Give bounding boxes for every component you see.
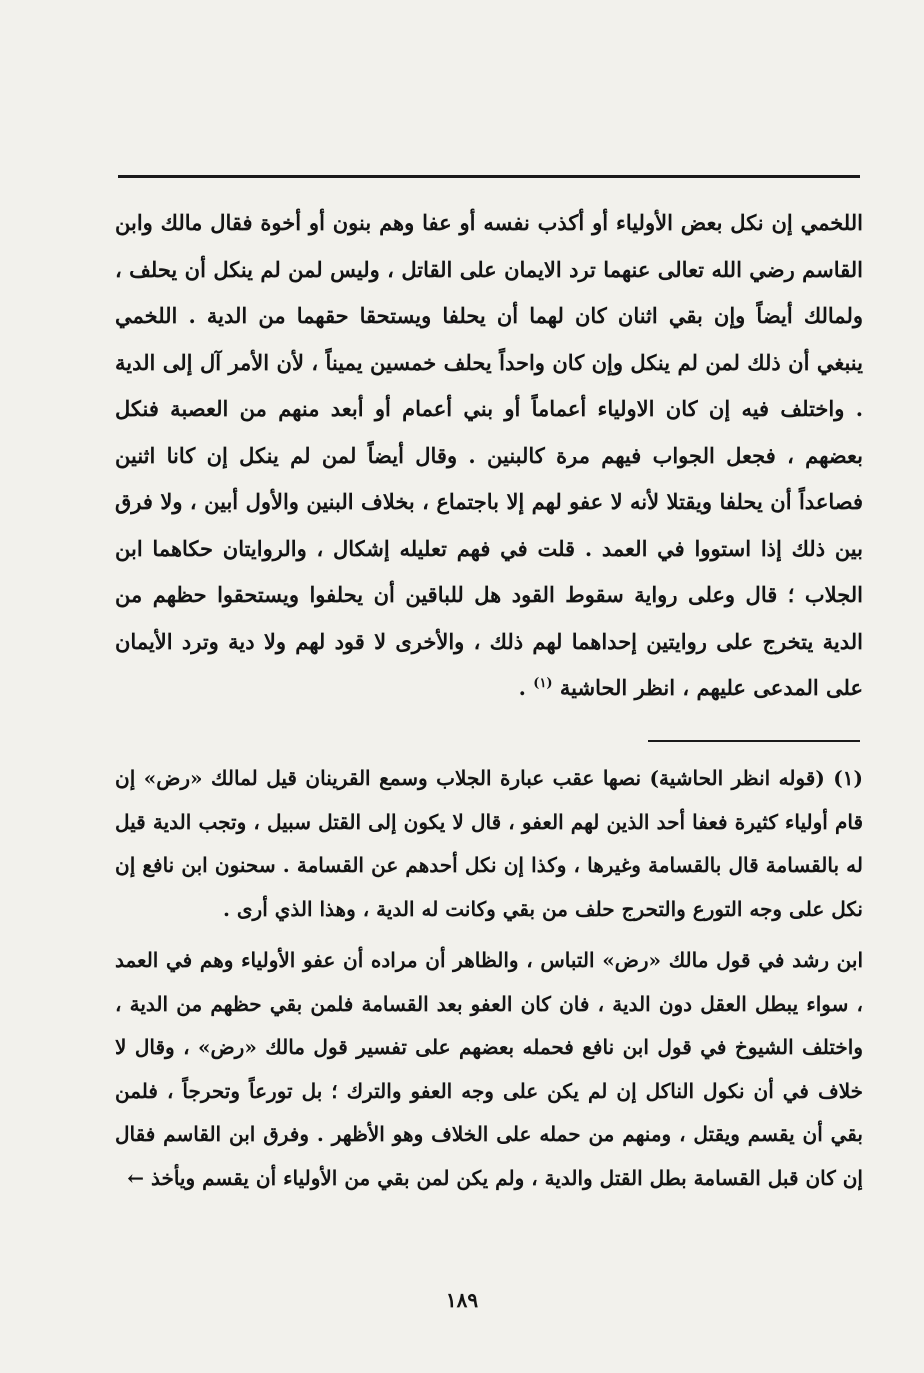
main-paragraph — [115, 200, 863, 712]
footnote-paragraph-1: (١) (قوله انظر الحاشية) نصها عقب عبارة الجلاب وسمع القرينان قيل لمالك «رض» إن قام أولياء كثيرة فعفا أحد الذين لهم العفو ، قال لا يكون إلى القتل سبيل ، وتجب الدية قيل له بالقسامة قال بالقسامة وغيرها ، وكذا إن نكل أحدهم عن القسامة . سحنون ابن نافع إن نكل على وجه التورع والتحرج حلف من بقي وكانت له الدية ، وهذا الذي أرى . — [115, 766, 863, 921]
main-end: . — [518, 675, 534, 700]
main-text — [115, 200, 863, 712]
main-body: اللخمي إن نكل بعض الأولياء أو أكذب نفسه أو عفا وهم بنون أو أخوة فقال مالك وابن القاسم رضي الله تعالى عنهما ترد الايمان على القاتل ، وليس لمن لم ينكل أن يحلف ، ولمالك أيضاً وإن بقي اثنان كان لهما أن يحلفا ويستحقا حقهما من الدية . اللخمي ينبغي أن ذلك لمن لم ينكل وإن كان واحداً يحلف خمسين يميناً ، لأن الأمر آل إلى الدية . واختلف فيه إن كان الاولياء أعماماً أو بني أعمام أو أبعد منهم من العصبة فنكل بعضهم ، فجعل الجواب فيهم مرة كالبنين . وقال أيضاً لمن لم ينكل إن كانا اثنين فصاعداً أن يحلفا ويقتلا لأنه لا عفو لهم إلا باجتماع ، بخلاف البنين والأول أبين ، ولا فرق بين ذلك إذا استووا في العمد . قلت في فهم تعليله إشكال ، والروايتان حكاهما ابن الجلاب ؛ قال وعلى رواية سقوط القود هل للباقين أن يحلفوا ويستحقوا حظهم من الدية يتخرج على روايتين إحداهما لهم ذلك ، والأخرى لا قود لهم ولا دية وترد الأيمان على المدعى عليهم ، انظر الحاشية — [115, 210, 863, 700]
top-rule — [118, 175, 860, 178]
footnote-rule — [648, 740, 860, 742]
footnote — [115, 757, 863, 1200]
page-number: ١٨٩ — [445, 1288, 479, 1312]
footnote-reference: (١) — [533, 676, 553, 691]
footnote-paragraph-2: ابن رشد في قول مالك «رض» التباس ، والظاهر أن مراده أن عفو الأولياء وهم في العمد ، سواء يبطل العقل دون الدية ، فان كان العفو بعد القسامة فلمن بقي حظهم من الدية ، واختلف الشيوخ في قول ابن نافع فحمله بعضهم على تفسير قول مالك «رض» ، وقال لا خلاف في أن نكول الناكل إن لم يكن على وجه العفو والترك ؛ بل تورعاً وتحرجاً ، فلمن بقي أن يقسم ويقتل ، ومنهم من حمله على الخلاف وهو الأظهر . وفرق ابن القاسم فقال إن كان قبل القسامة بطل القتل والدية ، ولم يكن لمن بقي من الأولياء أن يقسم ويأخذ ← — [115, 948, 863, 1190]
